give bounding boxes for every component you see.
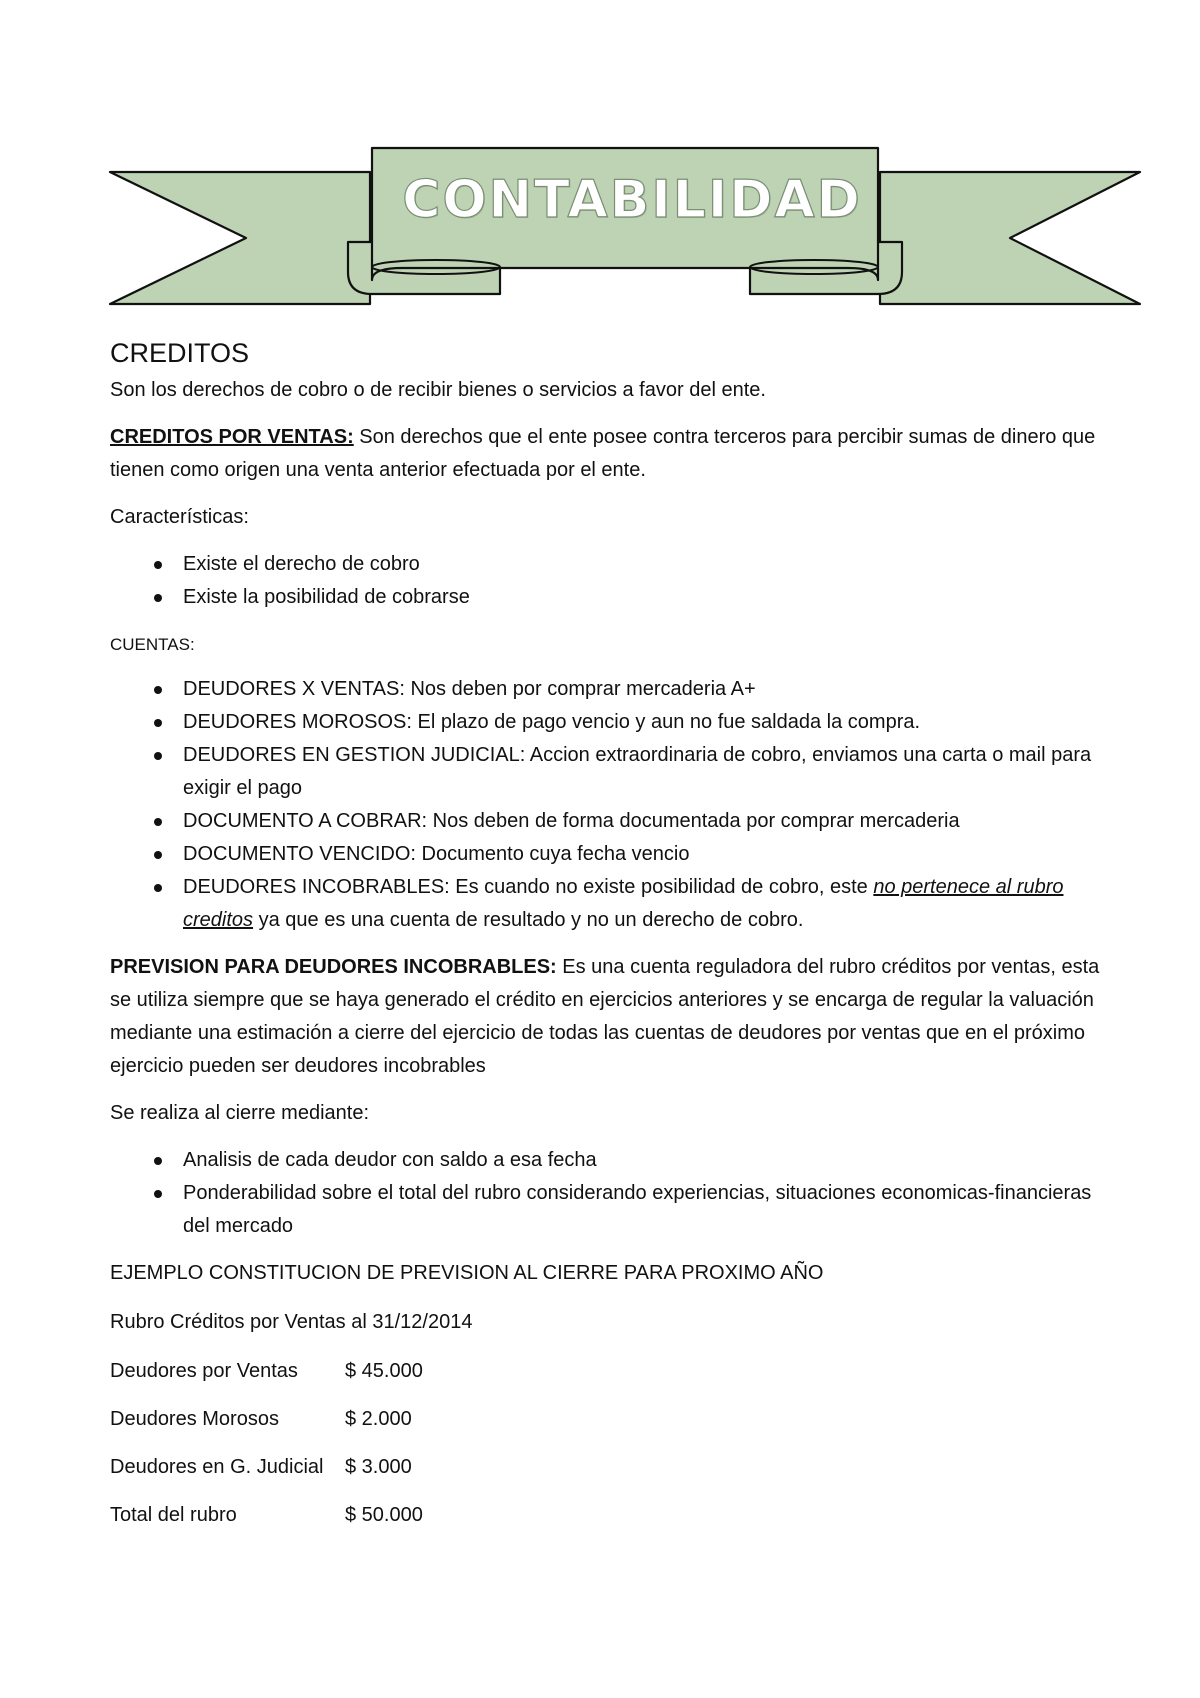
creditos-por-ventas-label: CREDITOS POR VENTAS: bbox=[110, 426, 354, 448]
list-item: Existe la posibilidad de cobrarse bbox=[110, 581, 1100, 614]
list-item: DEUDORES MOROSOS: El plazo de pago vencio y aun no fue saldada la compra. bbox=[110, 706, 1100, 739]
ejemplo-row-amount: $ 2.000 bbox=[345, 1408, 412, 1430]
ejemplo-row bbox=[110, 1403, 1100, 1436]
ejemplo-row-amount: $ 45.000 bbox=[345, 1360, 423, 1382]
list-item-incobrables bbox=[110, 871, 1100, 937]
cierre-list bbox=[110, 1144, 1100, 1243]
incobrables-text-before: DEUDORES INCOBRABLES: Es cuando no existe posibilidad de cobro, este bbox=[183, 876, 874, 898]
ejemplo-row-total bbox=[110, 1499, 1100, 1532]
ejemplo-row bbox=[110, 1451, 1100, 1484]
list-item: Analisis de cada deudor con saldo a esa fecha bbox=[110, 1144, 1100, 1177]
ejemplo-row-label: Deudores en G. Judicial bbox=[110, 1456, 324, 1478]
list-item: Existe el derecho de cobro bbox=[110, 548, 1100, 581]
banner-title: CONTABILIDAD bbox=[402, 170, 862, 230]
creditos-por-ventas-text: Son derechos que el ente posee contra terceros para percibir sumas de dinero que tienen como origen una venta anterior efectuada por el ente. bbox=[110, 426, 1096, 481]
list-item: DEUDORES X VENTAS: Nos deben por comprar mercaderia A+ bbox=[110, 673, 1100, 706]
list-item: DEUDORES EN GESTION JUDICIAL: Accion extraordinaria de cobro, enviamos una carta o mail para exigir el pago bbox=[110, 739, 1100, 805]
incobrables-text-after: ya que es una cuenta de resultado y no un derecho de cobro. bbox=[253, 909, 804, 931]
creditos-por-ventas-paragraph bbox=[110, 421, 1100, 487]
ejemplo-row-label: Total del rubro bbox=[110, 1504, 237, 1526]
ejemplo-row-amount: $ 3.000 bbox=[345, 1456, 412, 1478]
incobrables-emphasis: no pertenece al rubro creditos bbox=[183, 876, 1064, 931]
banner bbox=[108, 144, 1142, 308]
list-item: DOCUMENTO VENCIDO: Documento cuya fecha vencio bbox=[110, 838, 1100, 871]
ejemplo-title: EJEMPLO CONSTITUCION DE PREVISION AL CIERRE PARA PROXIMO AÑO bbox=[110, 1262, 824, 1284]
caracteristicas-list bbox=[110, 548, 1100, 614]
cuentas-label: CUENTAS: bbox=[110, 635, 195, 654]
document-body bbox=[110, 334, 1100, 1547]
ejemplo-row-label: Deudores por Ventas bbox=[110, 1360, 298, 1382]
prevision-paragraph bbox=[110, 951, 1100, 1083]
ejemplo-rubro: Rubro Créditos por Ventas al 31/12/2014 bbox=[110, 1311, 473, 1333]
creditos-heading: CREDITOS bbox=[110, 338, 250, 368]
ejemplo-row-label: Deudores Morosos bbox=[110, 1408, 279, 1430]
ejemplo-row bbox=[110, 1355, 1100, 1388]
list-item: Ponderabilidad sobre el total del rubro considerando experiencias, situaciones economicas-financieras del mercado bbox=[110, 1177, 1100, 1243]
cuentas-list bbox=[110, 673, 1100, 937]
ejemplo-row-amount: $ 50.000 bbox=[345, 1504, 423, 1526]
cierre-label: Se realiza al cierre mediante: bbox=[110, 1102, 370, 1124]
list-item: DOCUMENTO A COBRAR: Nos deben de forma documentada por comprar mercaderia bbox=[110, 805, 1100, 838]
creditos-definition: Son los derechos de cobro o de recibir bienes o servicios a favor del ente. bbox=[110, 379, 766, 401]
prevision-text: Es una cuenta reguladora del rubro créditos por ventas, esta se utiliza siempre que se haya generado el crédito en ejercicios anteriores y se encarga de regular la valuación mediante una estimación a cierre del ejercicio de todas las cuentas de deudores por ventas que en el próximo ejercicio pueden ser deudores incobrables bbox=[110, 956, 1100, 1077]
prevision-label: PREVISION PARA DEUDORES INCOBRABLES: bbox=[110, 956, 557, 978]
caracteristicas-label: Características: bbox=[110, 506, 249, 528]
